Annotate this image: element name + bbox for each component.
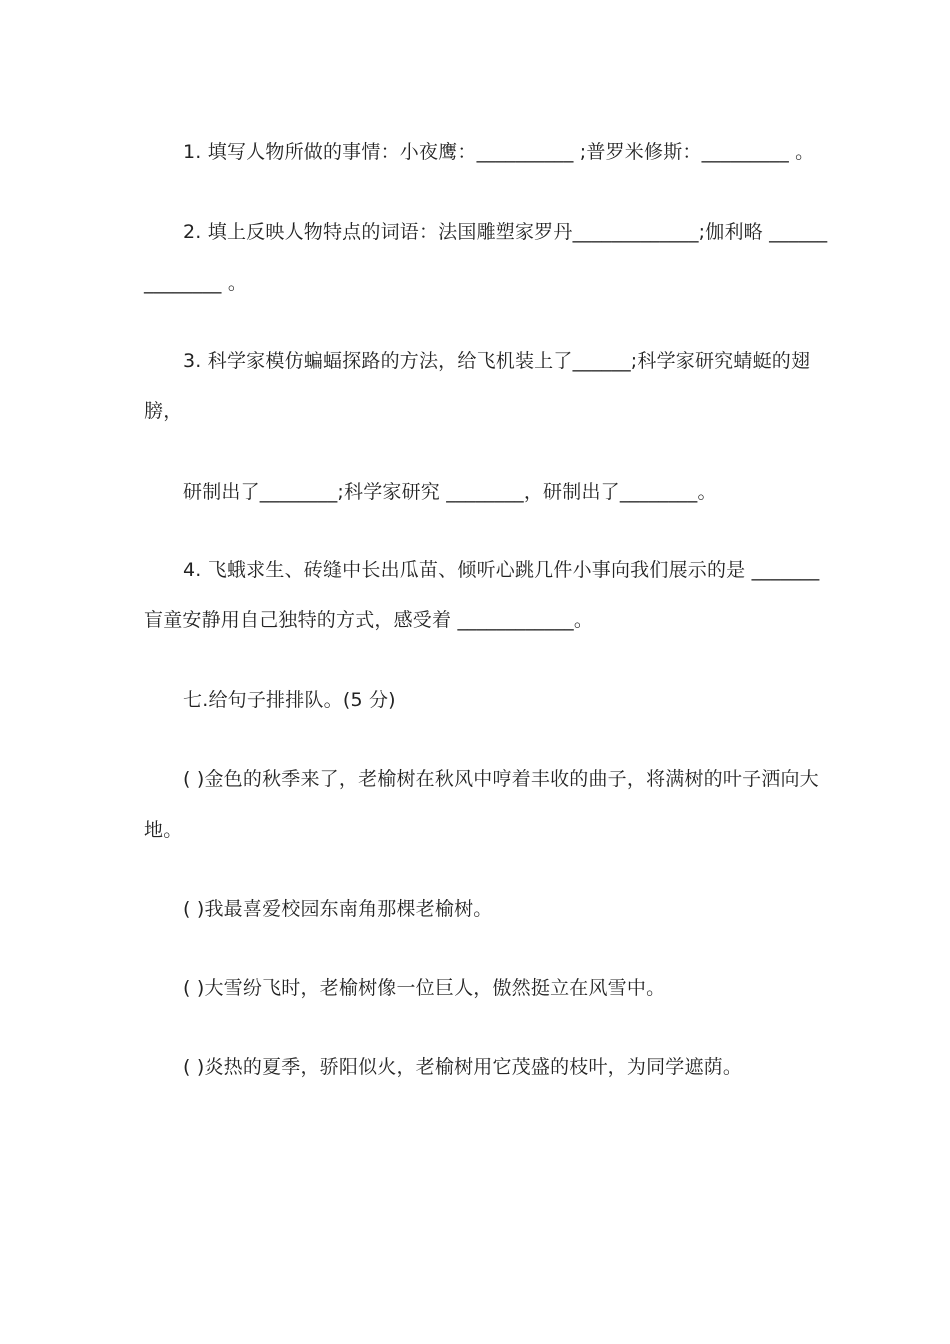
- question-3-continuation: 膀，: [144, 400, 183, 422]
- section-7-heading: 七.给句子排排队。(5 分): [183, 689, 396, 711]
- question-2-line: 2. 填上反映人物特点的词语：法国雕塑家罗丹_____________;伽利略 ______: [183, 221, 828, 243]
- question-2-continuation: ________ 。: [144, 272, 248, 294]
- question-3-line: 3. 科学家模仿蝙蝠探路的方法，给飞机装上了______;科学家研究蜻蜓的翅: [183, 350, 811, 372]
- sentence-4-line: ( )炎热的夏季，骄阳似火，老榆树用它茂盛的枝叶，为同学遮荫。: [183, 1056, 743, 1078]
- question-3-second-line: 研制出了________;科学家研究 ________，研制出了________。: [183, 481, 717, 503]
- question-4-line: 4. 飞蛾求生、砖缝中长出瓜苗、倾听心跳几件小事向我们展示的是 _______: [183, 559, 820, 581]
- sentence-2-line: ( )我最喜爱校园东南角那棵老榆树。: [183, 898, 493, 920]
- sentence-1-continuation: 地。: [144, 819, 183, 841]
- question-1-line: 1. 填写人物所做的事情：小夜鹰：__________ ;普罗米修斯：_________ 。: [183, 141, 815, 163]
- sentence-3-line: ( )大雪纷飞时，老榆树像一位巨人，傲然挺立在风雪中。: [183, 977, 666, 999]
- sentence-1-line: ( )金色的秋季来了，老榆树在秋风中哼着丰收的曲子，将满树的叶子洒向大: [183, 768, 819, 790]
- question-4-continuation: 盲童安静用自己独特的方式，感受着 ____________。: [144, 609, 594, 631]
